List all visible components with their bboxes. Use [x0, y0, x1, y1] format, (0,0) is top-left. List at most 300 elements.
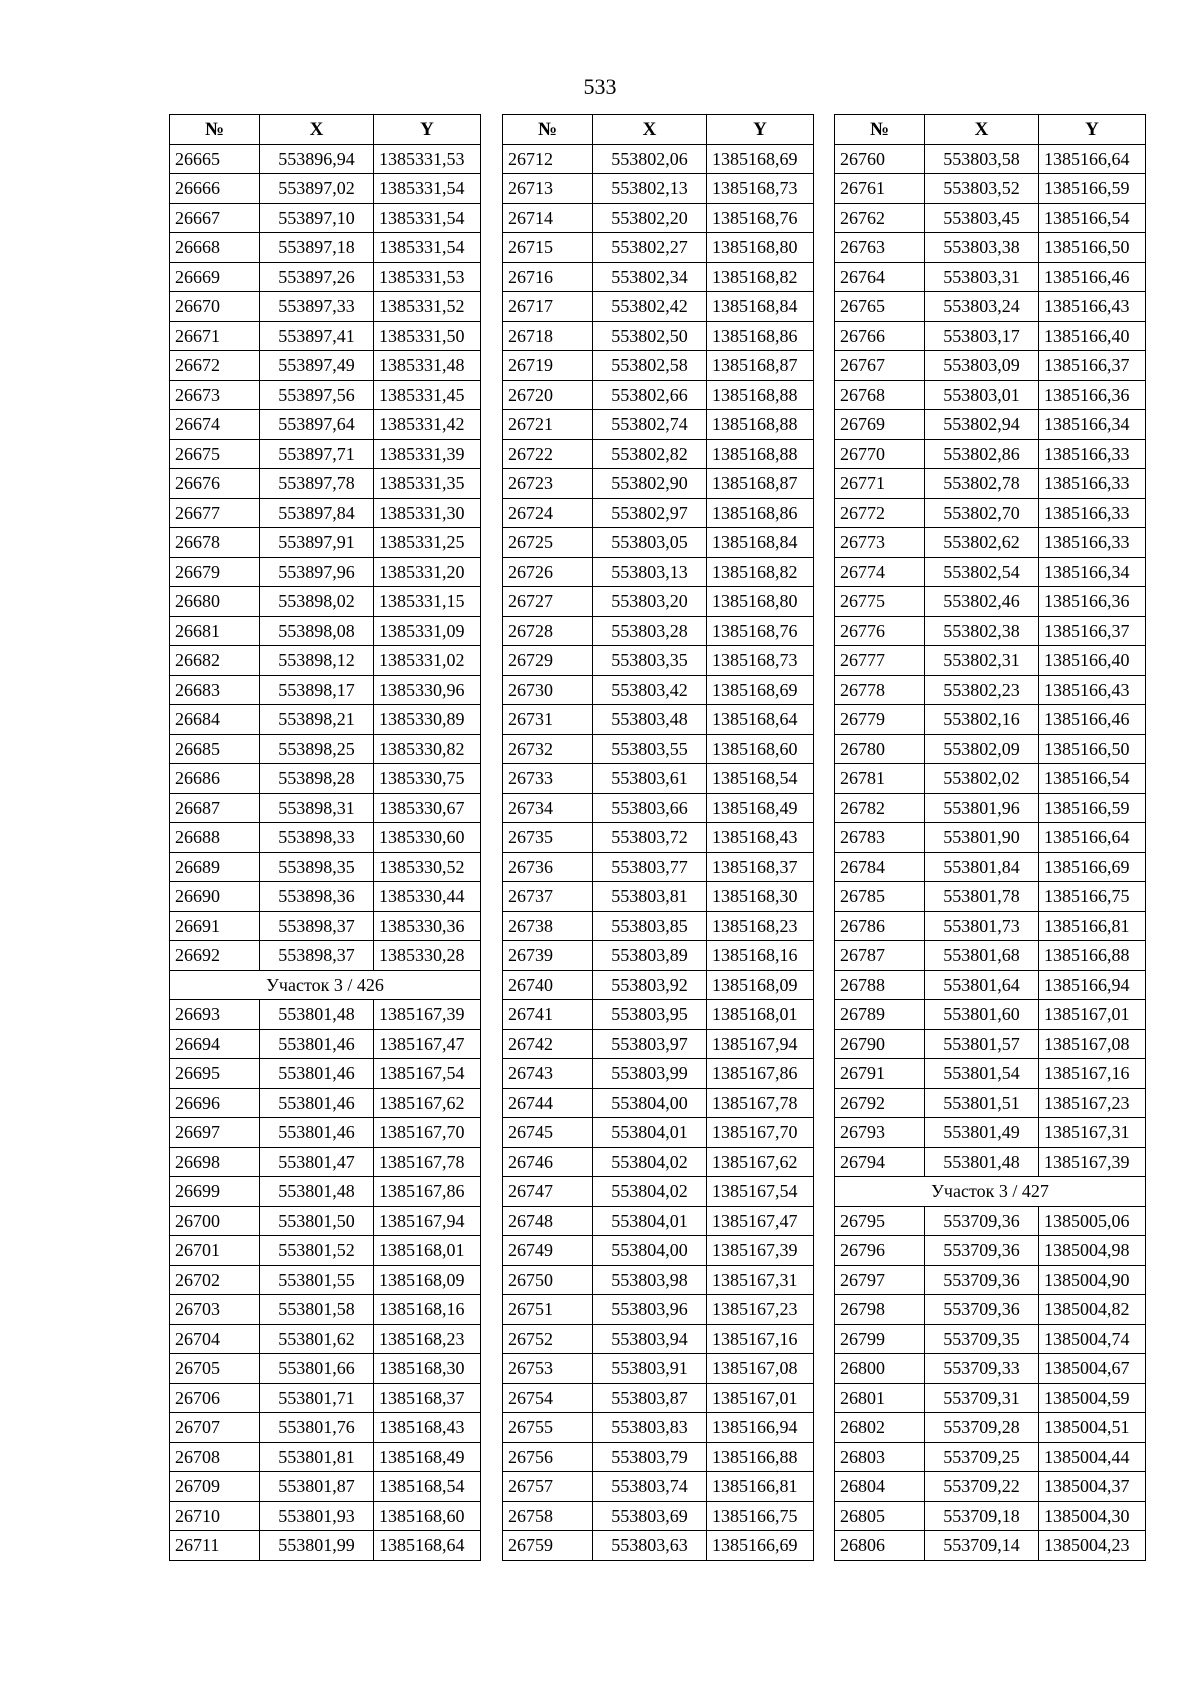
x-coordinate-cell: 553898,12 — [260, 646, 374, 676]
point-number-cell: 26730 — [503, 675, 593, 705]
x-coordinate-cell: 553709,36 — [925, 1206, 1039, 1236]
x-coordinate-cell: 553801,52 — [260, 1236, 374, 1266]
point-number-cell: 26674 — [170, 410, 260, 440]
point-number-cell: 26775 — [835, 587, 925, 617]
x-coordinate-cell: 553802,66 — [593, 380, 707, 410]
y-coordinate-cell: 1385004,59 — [1039, 1383, 1146, 1413]
x-coordinate-cell: 553709,14 — [925, 1531, 1039, 1561]
table-row — [835, 1501, 1146, 1531]
point-number-cell: 26782 — [835, 793, 925, 823]
x-coordinate-cell: 553801,51 — [925, 1088, 1039, 1118]
point-number-cell: 26686 — [170, 764, 260, 794]
y-coordinate-cell: 1385166,94 — [1039, 970, 1146, 1000]
point-number-cell: 26696 — [170, 1088, 260, 1118]
y-coordinate-cell: 1385331,53 — [374, 144, 481, 174]
x-coordinate-cell: 553897,78 — [260, 469, 374, 499]
x-coordinate-cell: 553897,26 — [260, 262, 374, 292]
x-coordinate-cell: 553897,49 — [260, 351, 374, 381]
table-row — [503, 852, 814, 882]
y-coordinate-cell: 1385167,01 — [707, 1383, 814, 1413]
y-coordinate-cell: 1385004,90 — [1039, 1265, 1146, 1295]
point-number-cell: 26732 — [503, 734, 593, 764]
table-row — [170, 557, 481, 587]
y-coordinate-cell: 1385167,16 — [1039, 1059, 1146, 1089]
table-row — [835, 823, 1146, 853]
point-number-cell: 26720 — [503, 380, 593, 410]
y-coordinate-cell: 1385331,30 — [374, 498, 481, 528]
section-label: Участок 3 / 427 — [835, 1177, 1146, 1207]
y-coordinate-cell: 1385168,01 — [374, 1236, 481, 1266]
x-coordinate-cell: 553802,78 — [925, 469, 1039, 499]
y-coordinate-cell: 1385330,28 — [374, 941, 481, 971]
point-number-cell: 26802 — [835, 1413, 925, 1443]
y-coordinate-cell: 1385331,42 — [374, 410, 481, 440]
point-number-cell: 26743 — [503, 1059, 593, 1089]
point-number-cell: 26689 — [170, 852, 260, 882]
table-row — [503, 233, 814, 263]
point-number-cell: 26792 — [835, 1088, 925, 1118]
table-row — [170, 1442, 481, 1472]
x-coordinate-cell: 553803,48 — [593, 705, 707, 735]
table-row — [503, 793, 814, 823]
x-coordinate-cell: 553803,52 — [925, 174, 1039, 204]
y-coordinate-cell: 1385331,02 — [374, 646, 481, 676]
x-coordinate-cell: 553897,18 — [260, 233, 374, 263]
table-row — [503, 882, 814, 912]
x-coordinate-cell: 553803,05 — [593, 528, 707, 558]
table-row — [835, 262, 1146, 292]
table-row — [170, 1295, 481, 1325]
y-coordinate-cell: 1385331,09 — [374, 616, 481, 646]
y-coordinate-cell: 1385167,39 — [374, 1000, 481, 1030]
table-row — [503, 144, 814, 174]
y-coordinate-cell: 1385168,86 — [707, 321, 814, 351]
x-coordinate-cell: 553801,93 — [260, 1501, 374, 1531]
point-number-cell: 26694 — [170, 1029, 260, 1059]
table-row — [170, 1531, 481, 1561]
x-coordinate-cell: 553803,63 — [593, 1531, 707, 1561]
y-coordinate-cell: 1385166,59 — [1039, 174, 1146, 204]
point-number-cell: 26741 — [503, 1000, 593, 1030]
y-coordinate-cell: 1385330,89 — [374, 705, 481, 735]
point-number-cell: 26706 — [170, 1383, 260, 1413]
x-coordinate-cell: 553804,02 — [593, 1177, 707, 1207]
point-number-cell: 26678 — [170, 528, 260, 558]
x-coordinate-cell: 553803,28 — [593, 616, 707, 646]
x-coordinate-cell: 553802,20 — [593, 203, 707, 233]
table-row — [503, 587, 814, 617]
table-row — [503, 380, 814, 410]
table-row — [503, 1295, 814, 1325]
x-coordinate-cell: 553802,50 — [593, 321, 707, 351]
x-coordinate-cell: 553802,70 — [925, 498, 1039, 528]
point-number-cell: 26675 — [170, 439, 260, 469]
table-row — [170, 823, 481, 853]
x-coordinate-cell: 553803,81 — [593, 882, 707, 912]
y-coordinate-cell: 1385168,37 — [374, 1383, 481, 1413]
y-coordinate-cell: 1385331,45 — [374, 380, 481, 410]
y-coordinate-cell: 1385330,75 — [374, 764, 481, 794]
table-row — [835, 587, 1146, 617]
point-number-cell: 26794 — [835, 1147, 925, 1177]
section-label: Участок 3 / 426 — [170, 970, 481, 1000]
x-coordinate-cell: 553803,13 — [593, 557, 707, 587]
y-coordinate-cell: 1385167,54 — [707, 1177, 814, 1207]
y-coordinate-cell: 1385331,35 — [374, 469, 481, 499]
y-coordinate-cell: 1385166,34 — [1039, 410, 1146, 440]
point-number-cell: 26717 — [503, 292, 593, 322]
point-number-cell: 26790 — [835, 1029, 925, 1059]
y-coordinate-cell: 1385167,78 — [707, 1088, 814, 1118]
x-coordinate-cell: 553801,54 — [925, 1059, 1039, 1089]
x-coordinate-cell: 553804,01 — [593, 1118, 707, 1148]
point-number-cell: 26688 — [170, 823, 260, 853]
x-coordinate-cell: 553801,57 — [925, 1029, 1039, 1059]
y-coordinate-cell: 1385166,64 — [1039, 823, 1146, 853]
x-coordinate-cell: 553802,34 — [593, 262, 707, 292]
point-number-cell: 26797 — [835, 1265, 925, 1295]
y-coordinate-cell: 1385330,67 — [374, 793, 481, 823]
point-number-cell: 26702 — [170, 1265, 260, 1295]
point-number-cell: 26791 — [835, 1059, 925, 1089]
x-coordinate-cell: 553803,58 — [925, 144, 1039, 174]
x-coordinate-cell: 553802,16 — [925, 705, 1039, 735]
section-row — [835, 1177, 1146, 1207]
point-number-cell: 26801 — [835, 1383, 925, 1413]
table-row — [503, 1531, 814, 1561]
table-row — [170, 1501, 481, 1531]
point-number-cell: 26693 — [170, 1000, 260, 1030]
table-row — [503, 1383, 814, 1413]
table-row — [170, 1147, 481, 1177]
y-coordinate-cell: 1385331,54 — [374, 233, 481, 263]
point-number-cell: 26769 — [835, 410, 925, 440]
x-coordinate-cell: 553803,95 — [593, 1000, 707, 1030]
x-coordinate-cell: 553802,62 — [925, 528, 1039, 558]
x-coordinate-cell: 553803,38 — [925, 233, 1039, 263]
column-header-y: Y — [1039, 115, 1146, 145]
table-row — [835, 1147, 1146, 1177]
table-row — [170, 1413, 481, 1443]
point-number-cell: 26795 — [835, 1206, 925, 1236]
x-coordinate-cell: 553801,48 — [925, 1147, 1039, 1177]
x-coordinate-cell: 553898,35 — [260, 852, 374, 882]
y-coordinate-cell: 1385168,64 — [707, 705, 814, 735]
point-number-cell: 26690 — [170, 882, 260, 912]
point-number-cell: 26733 — [503, 764, 593, 794]
y-coordinate-cell: 1385004,30 — [1039, 1501, 1146, 1531]
y-coordinate-cell: 1385004,82 — [1039, 1295, 1146, 1325]
x-coordinate-cell: 553803,45 — [925, 203, 1039, 233]
y-coordinate-cell: 1385167,78 — [374, 1147, 481, 1177]
point-number-cell: 26740 — [503, 970, 593, 1000]
point-number-cell: 26724 — [503, 498, 593, 528]
x-coordinate-cell: 553802,94 — [925, 410, 1039, 440]
table-row — [170, 144, 481, 174]
x-coordinate-cell: 553802,74 — [593, 410, 707, 440]
table-row — [503, 1354, 814, 1384]
point-number-cell: 26687 — [170, 793, 260, 823]
x-coordinate-cell: 553898,02 — [260, 587, 374, 617]
x-coordinate-cell: 553897,84 — [260, 498, 374, 528]
point-number-cell: 26788 — [835, 970, 925, 1000]
y-coordinate-cell: 1385167,54 — [374, 1059, 481, 1089]
x-coordinate-cell: 553801,62 — [260, 1324, 374, 1354]
point-number-cell: 26781 — [835, 764, 925, 794]
x-coordinate-cell: 553802,06 — [593, 144, 707, 174]
y-coordinate-cell: 1385168,23 — [374, 1324, 481, 1354]
table-row — [835, 1442, 1146, 1472]
x-coordinate-cell: 553803,17 — [925, 321, 1039, 351]
table-row — [170, 941, 481, 971]
y-coordinate-cell: 1385166,64 — [1039, 144, 1146, 174]
x-coordinate-cell: 553897,71 — [260, 439, 374, 469]
point-number-cell: 26764 — [835, 262, 925, 292]
y-coordinate-cell: 1385167,62 — [374, 1088, 481, 1118]
point-number-cell: 26673 — [170, 380, 260, 410]
table-row — [835, 734, 1146, 764]
y-coordinate-cell: 1385167,86 — [707, 1059, 814, 1089]
x-coordinate-cell: 553898,33 — [260, 823, 374, 853]
y-coordinate-cell: 1385167,01 — [1039, 1000, 1146, 1030]
y-coordinate-cell: 1385167,39 — [707, 1236, 814, 1266]
point-number-cell: 26799 — [835, 1324, 925, 1354]
point-number-cell: 26738 — [503, 911, 593, 941]
x-coordinate-cell: 553898,17 — [260, 675, 374, 705]
y-coordinate-cell: 1385330,36 — [374, 911, 481, 941]
y-coordinate-cell: 1385004,98 — [1039, 1236, 1146, 1266]
x-coordinate-cell: 553802,46 — [925, 587, 1039, 617]
table-row — [835, 1088, 1146, 1118]
table-row — [503, 557, 814, 587]
table-row — [503, 1206, 814, 1236]
y-coordinate-cell: 1385167,39 — [1039, 1147, 1146, 1177]
x-coordinate-cell: 553803,91 — [593, 1354, 707, 1384]
point-number-cell: 26753 — [503, 1354, 593, 1384]
x-coordinate-cell: 553801,48 — [260, 1000, 374, 1030]
y-coordinate-cell: 1385168,49 — [707, 793, 814, 823]
x-coordinate-cell: 553803,24 — [925, 292, 1039, 322]
y-coordinate-cell: 1385168,84 — [707, 528, 814, 558]
section-row — [170, 970, 481, 1000]
point-number-cell: 26806 — [835, 1531, 925, 1561]
table-row — [170, 174, 481, 204]
x-coordinate-cell: 553709,36 — [925, 1265, 1039, 1295]
y-coordinate-cell: 1385168,60 — [707, 734, 814, 764]
point-number-cell: 26712 — [503, 144, 593, 174]
table-row — [503, 970, 814, 1000]
y-coordinate-cell: 1385166,36 — [1039, 380, 1146, 410]
y-coordinate-cell: 1385168,88 — [707, 380, 814, 410]
table-row — [170, 1000, 481, 1030]
y-coordinate-cell: 1385168,09 — [707, 970, 814, 1000]
point-number-cell: 26704 — [170, 1324, 260, 1354]
x-coordinate-cell: 553801,66 — [260, 1354, 374, 1384]
point-number-cell: 26774 — [835, 557, 925, 587]
x-coordinate-cell: 553897,96 — [260, 557, 374, 587]
y-coordinate-cell: 1385168,60 — [374, 1501, 481, 1531]
point-number-cell: 26783 — [835, 823, 925, 853]
point-number-cell: 26786 — [835, 911, 925, 941]
x-coordinate-cell: 553709,31 — [925, 1383, 1039, 1413]
y-coordinate-cell: 1385168,76 — [707, 203, 814, 233]
x-coordinate-cell: 553801,76 — [260, 1413, 374, 1443]
x-coordinate-cell: 553804,01 — [593, 1206, 707, 1236]
x-coordinate-cell: 553803,35 — [593, 646, 707, 676]
y-coordinate-cell: 1385331,48 — [374, 351, 481, 381]
point-number-cell: 26744 — [503, 1088, 593, 1118]
table-row — [503, 734, 814, 764]
x-coordinate-cell: 553898,28 — [260, 764, 374, 794]
x-coordinate-cell: 553709,22 — [925, 1472, 1039, 1502]
table-row — [170, 616, 481, 646]
x-coordinate-cell: 553801,68 — [925, 941, 1039, 971]
x-coordinate-cell: 553802,02 — [925, 764, 1039, 794]
table-row — [835, 1324, 1146, 1354]
x-coordinate-cell: 553801,84 — [925, 852, 1039, 882]
x-coordinate-cell: 553801,60 — [925, 1000, 1039, 1030]
point-number-cell: 26755 — [503, 1413, 593, 1443]
table-row — [170, 1383, 481, 1413]
table-row — [835, 1383, 1146, 1413]
table-row — [835, 144, 1146, 174]
y-coordinate-cell: 1385166,46 — [1039, 262, 1146, 292]
column-header-number: № — [170, 115, 260, 145]
y-coordinate-cell: 1385168,64 — [374, 1531, 481, 1561]
point-number-cell: 26719 — [503, 351, 593, 381]
point-number-cell: 26776 — [835, 616, 925, 646]
point-number-cell: 26716 — [503, 262, 593, 292]
y-coordinate-cell: 1385166,54 — [1039, 203, 1146, 233]
x-coordinate-cell: 553801,64 — [925, 970, 1039, 1000]
table-row — [835, 1531, 1146, 1561]
x-coordinate-cell: 553803,42 — [593, 675, 707, 705]
table-row — [835, 1206, 1146, 1236]
point-number-cell: 26667 — [170, 203, 260, 233]
table-row — [835, 1354, 1146, 1384]
x-coordinate-cell: 553803,31 — [925, 262, 1039, 292]
x-coordinate-cell: 553803,77 — [593, 852, 707, 882]
x-coordinate-cell: 553709,36 — [925, 1236, 1039, 1266]
point-number-cell: 26707 — [170, 1413, 260, 1443]
y-coordinate-cell: 1385166,50 — [1039, 734, 1146, 764]
x-coordinate-cell: 553802,90 — [593, 469, 707, 499]
y-coordinate-cell: 1385167,94 — [707, 1029, 814, 1059]
y-coordinate-cell: 1385167,47 — [707, 1206, 814, 1236]
table-row — [835, 793, 1146, 823]
y-coordinate-cell: 1385168,82 — [707, 557, 814, 587]
table-row — [170, 1472, 481, 1502]
x-coordinate-cell: 553803,87 — [593, 1383, 707, 1413]
x-coordinate-cell: 553803,55 — [593, 734, 707, 764]
x-coordinate-cell: 553803,98 — [593, 1265, 707, 1295]
table-row — [503, 1029, 814, 1059]
table-row — [835, 764, 1146, 794]
point-number-cell: 26804 — [835, 1472, 925, 1502]
table-row — [170, 203, 481, 233]
table-row — [503, 351, 814, 381]
table-row — [835, 675, 1146, 705]
y-coordinate-cell: 1385331,52 — [374, 292, 481, 322]
table-row — [503, 1147, 814, 1177]
y-coordinate-cell: 1385166,69 — [1039, 852, 1146, 882]
table-row — [170, 1029, 481, 1059]
y-coordinate-cell: 1385168,43 — [707, 823, 814, 853]
table-row — [503, 321, 814, 351]
x-coordinate-cell: 553896,94 — [260, 144, 374, 174]
point-number-cell: 26698 — [170, 1147, 260, 1177]
y-coordinate-cell: 1385167,08 — [1039, 1029, 1146, 1059]
y-coordinate-cell: 1385331,54 — [374, 174, 481, 204]
table-row — [503, 469, 814, 499]
y-coordinate-cell: 1385166,88 — [1039, 941, 1146, 971]
table-row — [835, 292, 1146, 322]
y-coordinate-cell: 1385167,23 — [1039, 1088, 1146, 1118]
x-coordinate-cell: 553803,92 — [593, 970, 707, 1000]
point-number-cell: 26762 — [835, 203, 925, 233]
table-row — [170, 911, 481, 941]
x-coordinate-cell: 553803,20 — [593, 587, 707, 617]
coordinate-table-1 — [169, 114, 481, 1561]
y-coordinate-cell: 1385168,43 — [374, 1413, 481, 1443]
y-coordinate-cell: 1385168,54 — [374, 1472, 481, 1502]
x-coordinate-cell: 553709,35 — [925, 1324, 1039, 1354]
table-row — [170, 380, 481, 410]
point-number-cell: 26784 — [835, 852, 925, 882]
point-number-cell: 26793 — [835, 1118, 925, 1148]
point-number-cell: 26726 — [503, 557, 593, 587]
table-row — [503, 1324, 814, 1354]
y-coordinate-cell: 1385168,73 — [707, 646, 814, 676]
table-row — [835, 882, 1146, 912]
table-row — [170, 469, 481, 499]
table-row — [170, 793, 481, 823]
y-coordinate-cell: 1385167,16 — [707, 1324, 814, 1354]
table-header-row — [835, 115, 1146, 145]
y-coordinate-cell: 1385168,54 — [707, 764, 814, 794]
x-coordinate-cell: 553709,33 — [925, 1354, 1039, 1384]
y-coordinate-cell: 1385166,43 — [1039, 675, 1146, 705]
x-coordinate-cell: 553802,38 — [925, 616, 1039, 646]
table-row — [503, 646, 814, 676]
point-number-cell: 26747 — [503, 1177, 593, 1207]
x-coordinate-cell: 553801,71 — [260, 1383, 374, 1413]
table-row — [835, 233, 1146, 263]
point-number-cell: 26681 — [170, 616, 260, 646]
point-number-cell: 26715 — [503, 233, 593, 263]
y-coordinate-cell: 1385168,49 — [374, 1442, 481, 1472]
y-coordinate-cell: 1385330,96 — [374, 675, 481, 705]
point-number-cell: 26709 — [170, 1472, 260, 1502]
point-number-cell: 26763 — [835, 233, 925, 263]
point-number-cell: 26787 — [835, 941, 925, 971]
y-coordinate-cell: 1385168,84 — [707, 292, 814, 322]
x-coordinate-cell: 553802,31 — [925, 646, 1039, 676]
point-number-cell: 26727 — [503, 587, 593, 617]
table-row — [170, 1324, 481, 1354]
point-number-cell: 26731 — [503, 705, 593, 735]
y-coordinate-cell: 1385005,06 — [1039, 1206, 1146, 1236]
x-coordinate-cell: 553802,86 — [925, 439, 1039, 469]
x-coordinate-cell: 553801,46 — [260, 1059, 374, 1089]
point-number-cell: 26803 — [835, 1442, 925, 1472]
x-coordinate-cell: 553801,50 — [260, 1206, 374, 1236]
point-number-cell: 26684 — [170, 705, 260, 735]
x-coordinate-cell: 553803,85 — [593, 911, 707, 941]
table-row — [835, 1029, 1146, 1059]
table-row — [835, 439, 1146, 469]
x-coordinate-cell: 553898,37 — [260, 941, 374, 971]
